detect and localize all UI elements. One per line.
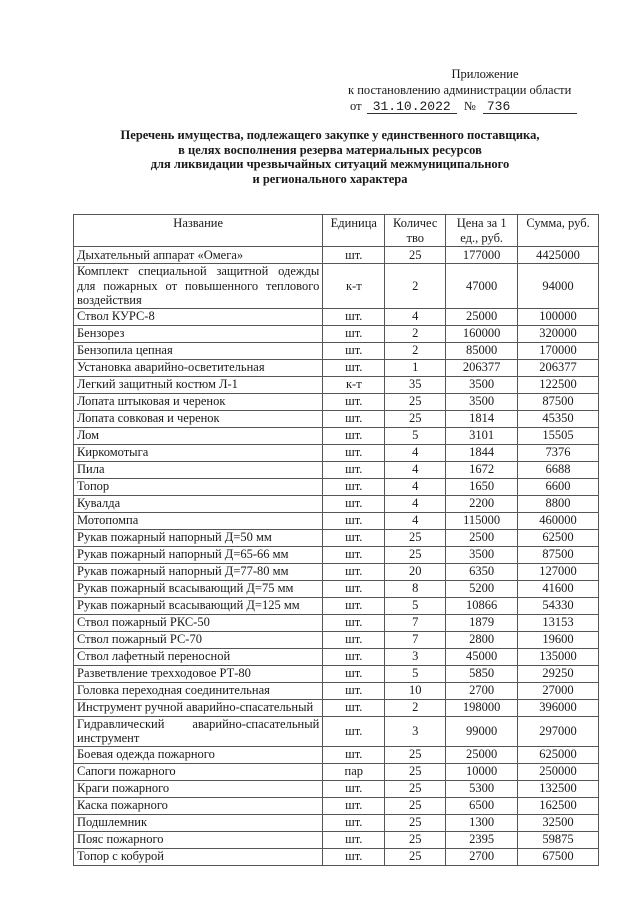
item-name: Разветвление трехходовое РТ-80 — [74, 665, 323, 682]
table-row — [74, 264, 599, 309]
item-unit: шт. — [323, 614, 385, 631]
item-unit-price: 3101 — [446, 427, 518, 444]
table-row — [74, 848, 599, 865]
item-unit-price: 6500 — [446, 797, 518, 814]
item-name: Мотопомпа — [74, 512, 323, 529]
item-total: 206377 — [518, 359, 599, 376]
item-unit: шт. — [323, 648, 385, 665]
item-unit-price: 47000 — [446, 264, 518, 309]
item-unit: шт. — [323, 427, 385, 444]
table-row — [74, 716, 599, 746]
decree-number: 736 — [483, 100, 577, 114]
item-total: 625000 — [518, 746, 599, 763]
item-name: Лопата совковая и черенок — [74, 410, 323, 427]
appendix-label: Приложение — [451, 67, 519, 81]
item-unit-price: 99000 — [446, 716, 518, 746]
table-row — [74, 342, 599, 359]
table-row — [74, 614, 599, 631]
item-total: 100000 — [518, 308, 599, 325]
item-name: Пояс пожарного — [74, 831, 323, 848]
item-quantity: 25 — [385, 529, 446, 546]
item-quantity: 4 — [385, 308, 446, 325]
item-name: Ствол пожарный РКС-50 — [74, 614, 323, 631]
table-row — [74, 461, 599, 478]
item-name: Легкий защитный костюм Л-1 — [74, 376, 323, 393]
item-quantity: 4 — [385, 461, 446, 478]
item-name: Пила — [74, 461, 323, 478]
item-quantity: 25 — [385, 410, 446, 427]
item-unit: шт. — [323, 814, 385, 831]
item-quantity: 25 — [385, 546, 446, 563]
item-total: 27000 — [518, 682, 599, 699]
item-unit-price: 1650 — [446, 478, 518, 495]
item-unit-price: 2700 — [446, 848, 518, 865]
item-name: Бензопила цепная — [74, 342, 323, 359]
table-row — [74, 410, 599, 427]
table-row — [74, 563, 599, 580]
table-row — [74, 427, 599, 444]
table-row — [74, 797, 599, 814]
item-unit: шт. — [323, 461, 385, 478]
item-name: Комплект специальной защитной одежды для пожарных от повышенного теплового воздействия — [74, 264, 323, 309]
item-total: 13153 — [518, 614, 599, 631]
item-name: Краги пожарного — [74, 780, 323, 797]
item-name: Ствол пожарный РС-70 — [74, 631, 323, 648]
title-line-3: для ликвидации чрезвычайных ситуаций межмуниципального — [150, 157, 510, 171]
item-unit-price: 25000 — [446, 746, 518, 763]
item-total: 62500 — [518, 529, 599, 546]
item-quantity: 7 — [385, 631, 446, 648]
item-total: 19600 — [518, 631, 599, 648]
header-unit: Единица — [323, 215, 385, 247]
item-unit-price: 2395 — [446, 831, 518, 848]
table-row — [74, 444, 599, 461]
item-name: Рукав пожарный напорный Д=50 мм — [74, 529, 323, 546]
item-unit-price: 177000 — [446, 247, 518, 264]
item-unit-price: 2800 — [446, 631, 518, 648]
item-quantity: 5 — [385, 597, 446, 614]
item-unit: шт. — [323, 699, 385, 716]
title-line-1: Перечень имущества, подлежащего закупке у единственного поставщика, — [120, 128, 540, 142]
item-unit: к-т — [323, 376, 385, 393]
item-total: 6600 — [518, 478, 599, 495]
item-unit: шт. — [323, 665, 385, 682]
item-quantity: 1 — [385, 359, 446, 376]
item-name: Рукав пожарный всасывающий Д=75 мм — [74, 580, 323, 597]
item-name: Инструмент ручной аварийно-спасательный — [74, 699, 323, 716]
item-name: Киркомотыга — [74, 444, 323, 461]
table-row — [74, 247, 599, 264]
item-name: Рукав пожарный всасывающий Д=125 мм — [74, 597, 323, 614]
table-row — [74, 665, 599, 682]
table-row — [74, 376, 599, 393]
header-price: Цена за 1 ед., руб. — [446, 215, 518, 247]
document-title — [90, 128, 570, 186]
item-unit-price: 1672 — [446, 461, 518, 478]
item-unit: шт. — [323, 580, 385, 597]
item-total: 8800 — [518, 495, 599, 512]
item-name: Установка аварийно-осветительная — [74, 359, 323, 376]
item-unit: шт. — [323, 247, 385, 264]
item-unit: шт. — [323, 308, 385, 325]
item-name: Лопата штыковая и черенок — [74, 393, 323, 410]
item-quantity: 25 — [385, 763, 446, 780]
number-label: № — [463, 99, 476, 113]
item-unit: шт. — [323, 597, 385, 614]
item-quantity: 5 — [385, 427, 446, 444]
header-name: Название — [74, 215, 323, 247]
item-quantity: 25 — [385, 746, 446, 763]
item-quantity: 8 — [385, 580, 446, 597]
item-unit-price: 206377 — [446, 359, 518, 376]
item-unit-price: 3500 — [446, 393, 518, 410]
item-unit-price: 3500 — [446, 376, 518, 393]
item-unit: шт. — [323, 495, 385, 512]
item-total: 67500 — [518, 848, 599, 865]
item-quantity: 2 — [385, 264, 446, 309]
item-unit: шт. — [323, 444, 385, 461]
title-line-4: и регионального характера — [252, 171, 408, 186]
item-unit: шт. — [323, 716, 385, 746]
item-name: Ствол КУРС-8 — [74, 308, 323, 325]
from-label: от — [350, 99, 362, 113]
header-sum: Сумма, руб. — [518, 215, 599, 247]
table-row — [74, 580, 599, 597]
item-quantity: 25 — [385, 247, 446, 264]
item-total: 396000 — [518, 699, 599, 716]
item-quantity: 2 — [385, 342, 446, 359]
item-total: 122500 — [518, 376, 599, 393]
item-total: 135000 — [518, 648, 599, 665]
item-quantity: 25 — [385, 780, 446, 797]
item-total: 460000 — [518, 512, 599, 529]
item-unit-price: 1844 — [446, 444, 518, 461]
table-row — [74, 495, 599, 512]
item-total: 6688 — [518, 461, 599, 478]
item-unit: шт. — [323, 359, 385, 376]
item-quantity: 4 — [385, 478, 446, 495]
table-row — [74, 546, 599, 563]
item-unit: шт. — [323, 546, 385, 563]
item-unit-price: 1300 — [446, 814, 518, 831]
item-name: Подшлемник — [74, 814, 323, 831]
item-unit: шт. — [323, 682, 385, 699]
item-unit-price: 10000 — [446, 763, 518, 780]
table-row — [74, 512, 599, 529]
table-row — [74, 763, 599, 780]
item-quantity: 7 — [385, 614, 446, 631]
table-row — [74, 831, 599, 848]
item-unit: шт. — [323, 478, 385, 495]
items-table — [73, 214, 599, 866]
item-total: 87500 — [518, 393, 599, 410]
item-unit-price: 10866 — [446, 597, 518, 614]
item-unit: шт. — [323, 746, 385, 763]
item-unit: шт. — [323, 325, 385, 342]
item-quantity: 25 — [385, 393, 446, 410]
table-header-row — [74, 215, 599, 247]
item-unit: шт. — [323, 512, 385, 529]
item-name: Лом — [74, 427, 323, 444]
item-name: Каска пожарного — [74, 797, 323, 814]
table-row — [74, 780, 599, 797]
item-unit-price: 5850 — [446, 665, 518, 682]
item-unit-price: 2700 — [446, 682, 518, 699]
item-quantity: 2 — [385, 325, 446, 342]
item-unit-price: 6350 — [446, 563, 518, 580]
item-unit: пар — [323, 763, 385, 780]
table-row — [74, 597, 599, 614]
item-unit: шт. — [323, 780, 385, 797]
item-unit-price: 1879 — [446, 614, 518, 631]
item-total: 132500 — [518, 780, 599, 797]
item-quantity: 25 — [385, 797, 446, 814]
table-row — [74, 325, 599, 342]
item-quantity: 25 — [385, 848, 446, 865]
item-total: 7376 — [518, 444, 599, 461]
table-row — [74, 699, 599, 716]
item-unit-price: 1814 — [446, 410, 518, 427]
item-total: 54330 — [518, 597, 599, 614]
item-unit: шт. — [323, 797, 385, 814]
item-name: Ствол лафетный переносной — [74, 648, 323, 665]
item-unit: шт. — [323, 848, 385, 865]
item-quantity: 4 — [385, 444, 446, 461]
item-quantity: 35 — [385, 376, 446, 393]
item-total: 59875 — [518, 831, 599, 848]
item-name: Сапоги пожарного — [74, 763, 323, 780]
table-row — [74, 631, 599, 648]
item-unit-price: 5300 — [446, 780, 518, 797]
table-row — [74, 814, 599, 831]
item-name: Топор — [74, 478, 323, 495]
item-name: Рукав пожарный напорный Д=77-80 мм — [74, 563, 323, 580]
decree-date: 31.10.2022 — [367, 100, 457, 114]
item-unit-price: 160000 — [446, 325, 518, 342]
header-qty: Количес тво — [385, 215, 446, 247]
table-row — [74, 682, 599, 699]
table-row — [74, 393, 599, 410]
item-unit-price: 45000 — [446, 648, 518, 665]
item-unit-price: 5200 — [446, 580, 518, 597]
table-row — [74, 359, 599, 376]
item-total: 94000 — [518, 264, 599, 309]
item-quantity: 2 — [385, 699, 446, 716]
appendix-subtitle: к постановлению администрации области — [348, 83, 572, 97]
table-row — [74, 746, 599, 763]
item-total: 41600 — [518, 580, 599, 597]
item-total: 127000 — [518, 563, 599, 580]
item-unit: шт. — [323, 410, 385, 427]
item-quantity: 4 — [385, 512, 446, 529]
item-quantity: 25 — [385, 831, 446, 848]
item-unit-price: 85000 — [446, 342, 518, 359]
table-row — [74, 648, 599, 665]
item-unit-price: 198000 — [446, 699, 518, 716]
item-unit: шт. — [323, 529, 385, 546]
table-row — [74, 478, 599, 495]
item-unit-price: 115000 — [446, 512, 518, 529]
item-unit: шт. — [323, 831, 385, 848]
item-unit-price: 2200 — [446, 495, 518, 512]
item-unit: шт. — [323, 563, 385, 580]
item-unit: шт. — [323, 631, 385, 648]
item-name: Дыхательный аппарат «Омега» — [74, 247, 323, 264]
item-total: 297000 — [518, 716, 599, 746]
item-total: 32500 — [518, 814, 599, 831]
table-row — [74, 308, 599, 325]
item-total: 29250 — [518, 665, 599, 682]
item-unit: шт. — [323, 342, 385, 359]
item-total: 320000 — [518, 325, 599, 342]
item-quantity: 5 — [385, 665, 446, 682]
item-name: Гидравлический аварийно-спасательный инструмент — [74, 716, 323, 746]
item-quantity: 4 — [385, 495, 446, 512]
decree-reference — [340, 98, 590, 114]
table-row — [74, 529, 599, 546]
item-quantity: 20 — [385, 563, 446, 580]
item-quantity: 3 — [385, 716, 446, 746]
item-quantity: 10 — [385, 682, 446, 699]
item-name: Рукав пожарный напорный Д=65-66 мм — [74, 546, 323, 563]
item-name: Топор с кобурой — [74, 848, 323, 865]
item-quantity: 25 — [385, 814, 446, 831]
item-unit-price: 3500 — [446, 546, 518, 563]
item-quantity: 3 — [385, 648, 446, 665]
title-line-2: в целях восполнения резерва материальных ресурсов — [178, 142, 482, 157]
item-total: 170000 — [518, 342, 599, 359]
item-total: 162500 — [518, 797, 599, 814]
item-unit: к-т — [323, 264, 385, 309]
item-name: Головка переходная соединительная — [74, 682, 323, 699]
item-unit: шт. — [323, 393, 385, 410]
item-total: 45350 — [518, 410, 599, 427]
item-name: Бензорез — [74, 325, 323, 342]
item-total: 87500 — [518, 546, 599, 563]
item-name: Боевая одежда пожарного — [74, 746, 323, 763]
item-name: Кувалда — [74, 495, 323, 512]
item-total: 4425000 — [518, 247, 599, 264]
appendix-header — [340, 66, 590, 114]
item-total: 15505 — [518, 427, 599, 444]
item-unit-price: 25000 — [446, 308, 518, 325]
item-total: 250000 — [518, 763, 599, 780]
item-unit-price: 2500 — [446, 529, 518, 546]
